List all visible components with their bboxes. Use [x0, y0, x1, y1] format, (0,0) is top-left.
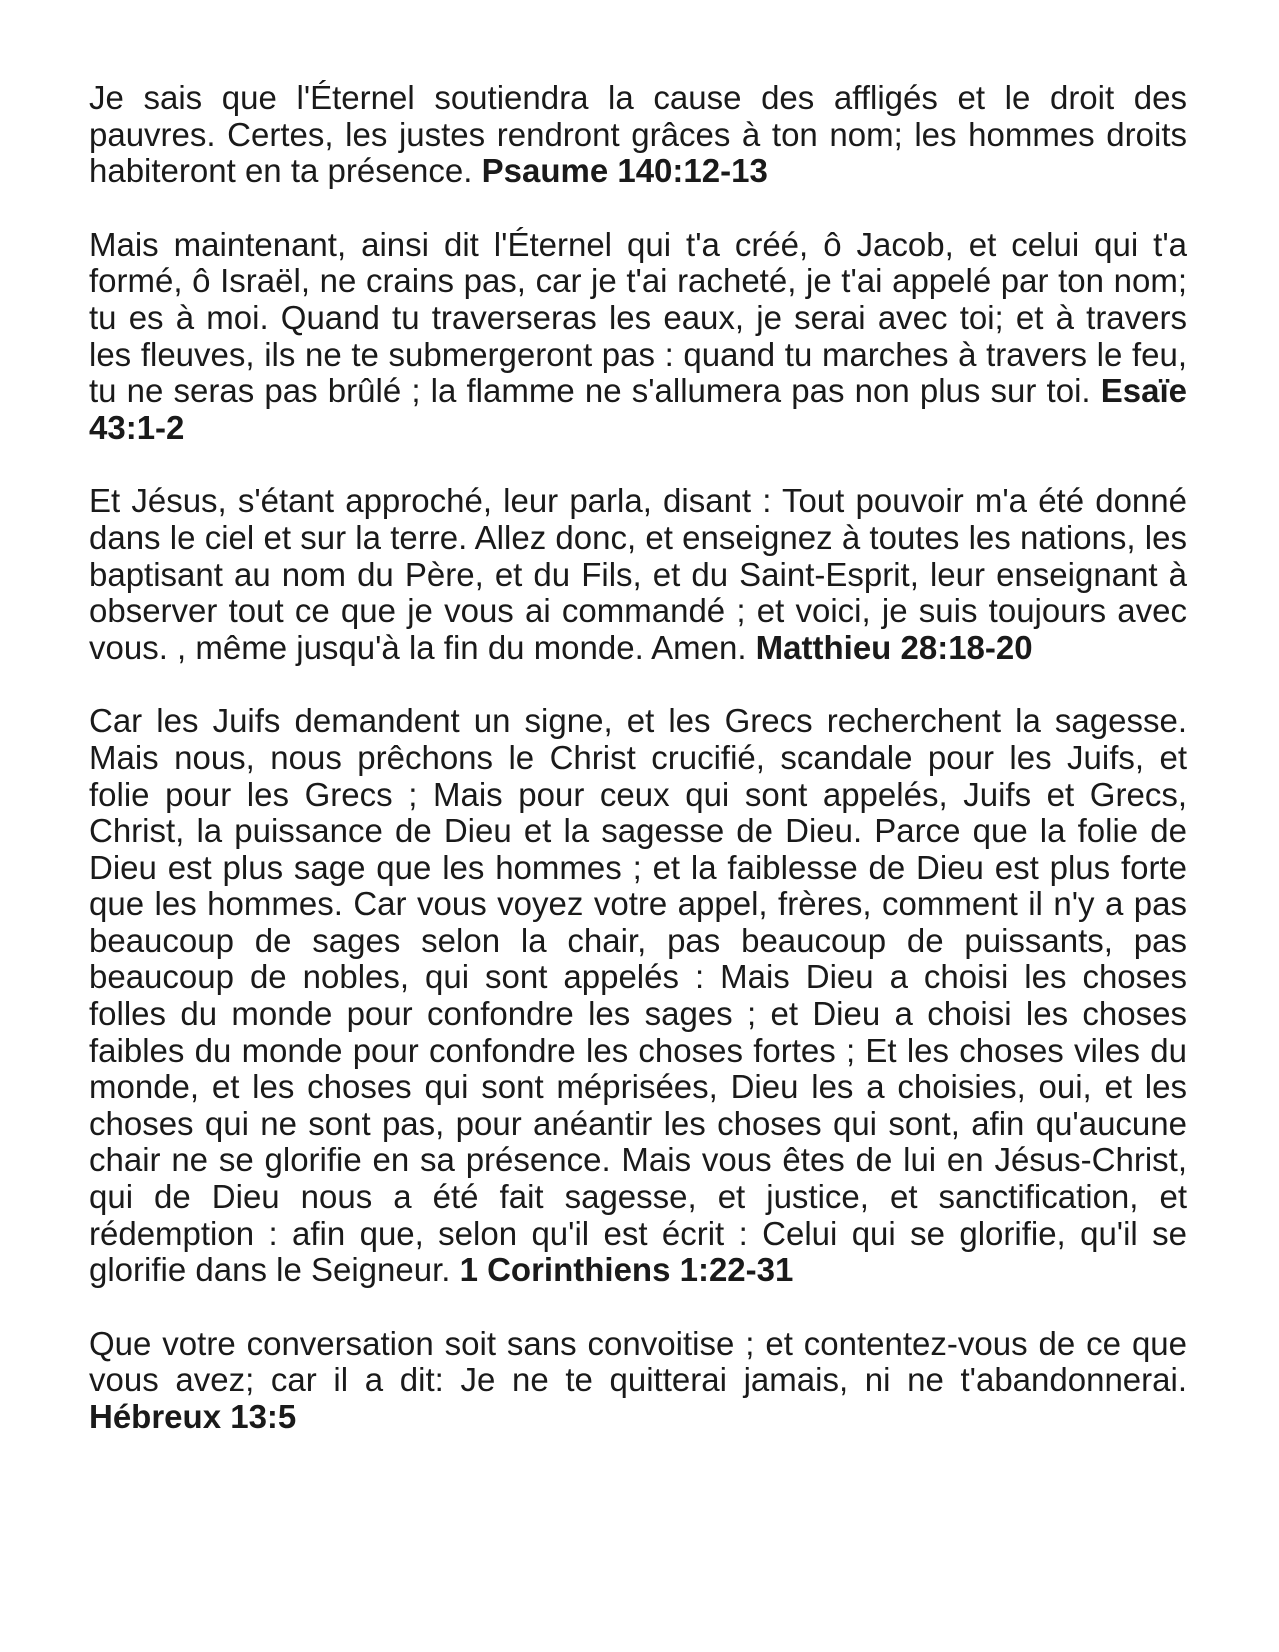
passage-text: Et Jésus, s'étant approché, leur parla, disant : Tout pouvoir m'a été donné dans le ciel et sur la terre. Allez donc, et enseignez à toutes les nations, les baptisant au nom du Père, et du Fils, et du Saint-Esprit, leur enseignant à observer tout ce que je vous ai commandé ; et voici, je suis toujours avec vous. , même jusqu'à la fin du monde. Amen.: [89, 482, 1187, 666]
passage-text: Je sais que l'Éternel soutiendra la cause des affligés et le droit des pauvres. Certes, les justes rendront grâces à ton nom; les hommes droits habiteront en ta présence.: [89, 79, 1187, 190]
passage-corinthiens: [89, 703, 1187, 1289]
passage-text: Que votre conversation soit sans convoitise ; et contentez-vous de ce que vous avez; car il a dit: Je ne te quitterai jamais, ni ne t'abandonnerai.: [89, 1324, 1187, 1399]
passage-psaume: [89, 80, 1187, 190]
passage-reference: Matthieu 28:18-20: [755, 628, 1033, 666]
passage-reference: Hébreux 13:5: [89, 1398, 297, 1435]
passage-matthieu: [89, 483, 1187, 666]
passage-reference: Psaume 140:12-13: [481, 152, 768, 190]
document-page: [89, 80, 1187, 1473]
passage-esaie: [89, 227, 1187, 447]
passage-hebreux: [89, 1326, 1187, 1436]
passage-text: Mais maintenant, ainsi dit l'Éternel qui t'a créé, ô Jacob, et celui qui t'a formé, ô Israël, ne crains pas, car je t'ai racheté, je t'ai appelé par ton nom; tu es à moi. Quand tu traverseras les eaux, je serai avec toi; et à travers les fleuves, ils ne te submergeront pas : quand tu marches à travers le feu, tu ne seras pas brûlé ; la flamme ne s'allumera pas non plus sur toi.: [89, 225, 1187, 410]
passage-text: Car les Juifs demandent un signe, et les Grecs recherchent la sagesse. Mais nous, nous prêchons le Christ crucifié, scandale pour les Juifs, et folie pour les Grecs ; Mais pour ceux qui sont appelés, Juifs et Grecs, Christ, la puissance de Dieu et la sagesse de Dieu. Parce que la folie de Dieu est plus sage que les hommes ; et la faiblesse de Dieu est plus forte que les hommes. Car vous voyez votre appel, frères, comment il n'y a pas beaucoup de sages selon la chair, pas beaucoup de puissants, pas beaucoup de nobles, qui sont appelés : Mais Dieu a choisi les choses folles du monde pour confondre les sages ; et Dieu a choisi les choses faibles du monde pour confondre les choses fortes ; Et les choses viles du monde, et les choses qui sont méprisées, Dieu les a choisies, oui, et les choses qui ne sont pas, pour anéantir les choses qui sont, afin qu'aucune chair ne se glorifie en sa présence. Mais vous êtes de lui en Jésus-Christ, qui de Dieu nous a été fait sagesse, et justice, et sanctification, et rédemption : afin que, selon qu'il est écrit : Celui qui se glorifie, qu'il se glorifie dans le Seigneur.: [89, 702, 1187, 1289]
passage-reference: Esaïe 43:1-2: [89, 372, 1187, 446]
passage-reference: 1 Corinthiens 1:22-31: [459, 1251, 794, 1289]
